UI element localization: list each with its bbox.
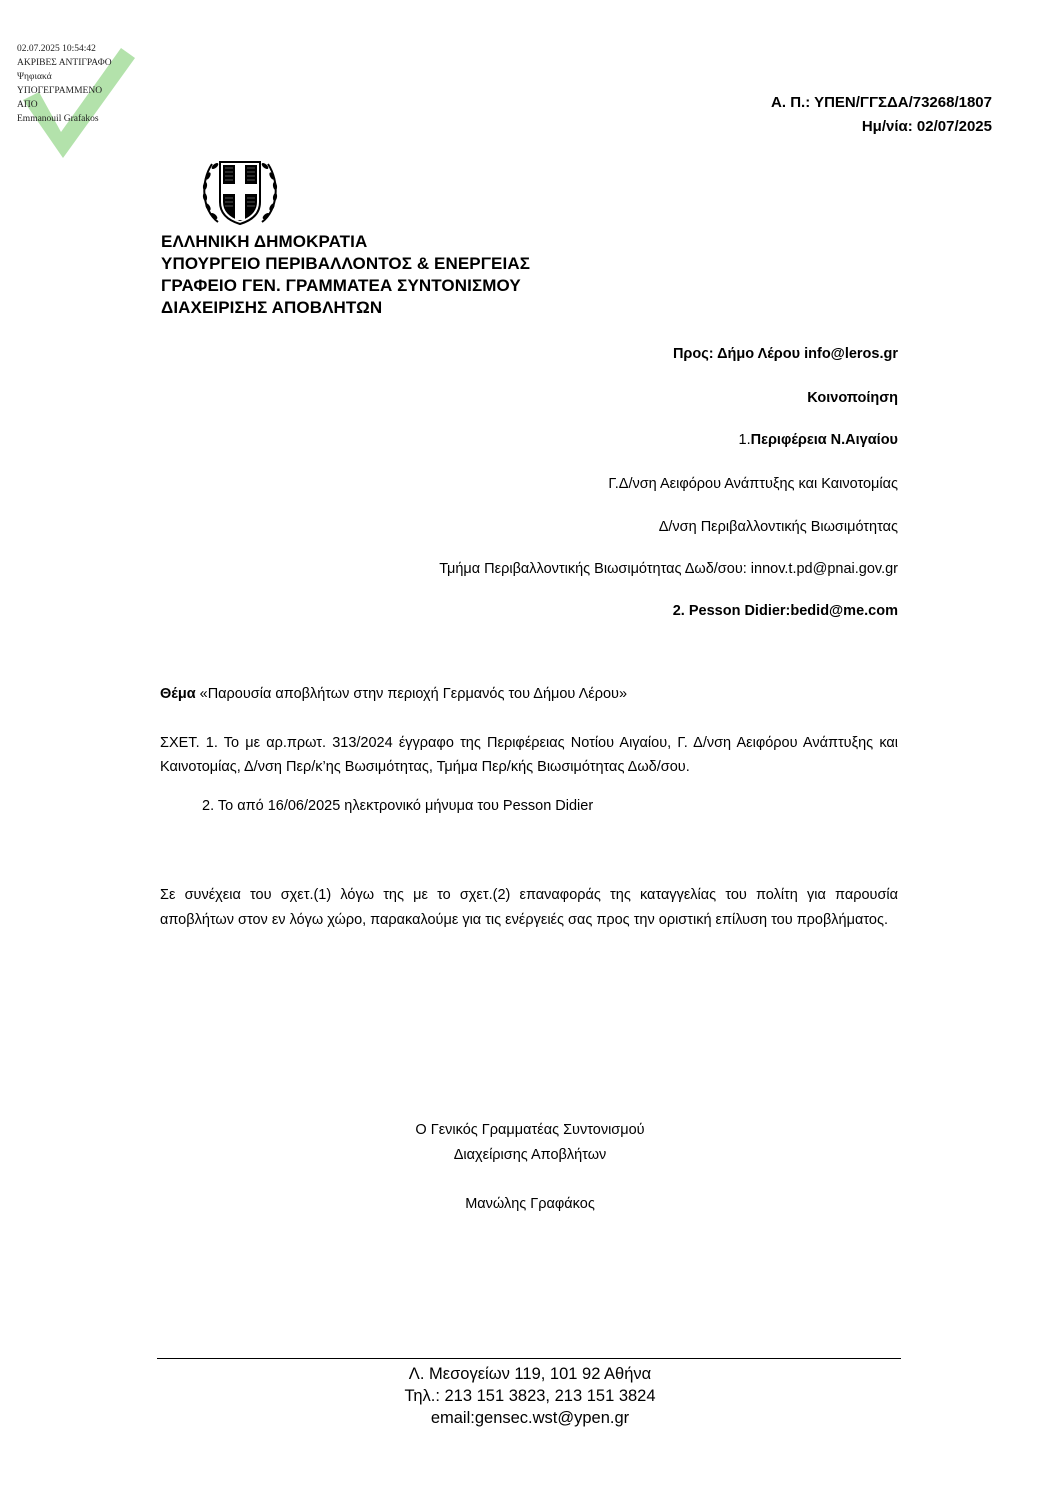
- cc-recipient-2: 2. Pesson Didier:bedid@me.com: [672, 603, 898, 619]
- stamp-line: 02.07.2025 10:54:42: [17, 44, 96, 54]
- footer-address: Λ. Μεσογείων 119, 101 92 Αθήνα: [408, 1365, 652, 1383]
- greek-coat-of-arms-icon: [198, 152, 282, 230]
- cc1-line2: Γ.Δ/νση Αειφόρου Ανάπτυξης και Καινοτομίας: [608, 476, 898, 492]
- subject-line: [160, 686, 627, 702]
- body-paragraph: Σε συνέχεια του σχετ.(1) λόγω της με το σχετ.(2) επαναφοράς της καταγγελίας του πολίτη για παρουσία αποβλήτων στον εν λόγω χώρο, παρακαλούμε για τις ενέργειές σας προς την οριστική επίλυση του προβλήματος.: [160, 887, 898, 928]
- footer: [330, 1363, 730, 1429]
- org-line: ΕΛΛΗΝΙΚΗ ΔΗΜΟΚΡΑΤΙΑ: [161, 232, 368, 251]
- protocol-block: [771, 91, 992, 139]
- org-line: ΓΡΑΦΕΙΟ ΓΕΝ. ΓΡΑΜΜΑΤΕΑ ΣΥΝΤΟΝΙΣΜΟΥ: [161, 276, 521, 295]
- subject-text: «Παρουσία αποβλήτων στην περιοχή Γερμανός του Δήμου Λέρου»: [199, 686, 628, 702]
- cc-recipient-1: [739, 432, 899, 448]
- org-line: ΔΙΑΧΕΙΡΙΣΗΣ ΑΠΟΒΛΗΤΩΝ: [161, 298, 383, 317]
- reference-2: 2. Το από 16/06/2025 ηλεκτρονικό μήνυμα του Pesson Didier: [202, 798, 594, 814]
- stamp-line: Emmanouil Grafakos: [17, 114, 99, 124]
- protocol-date: Ημ/νία: 02/07/2025: [861, 118, 992, 135]
- cc1-name: Περιφέρεια Ν.Αιγαίου: [750, 432, 898, 448]
- stamp-line: ΑΚΡΙΒΕΣ ΑΝΤΙΓΡΑΦΟ: [17, 58, 112, 68]
- stamp-line: ΑΠΟ: [17, 100, 38, 110]
- cc-title: Κοινοποίηση: [807, 390, 898, 406]
- protocol-number: Α. Π.: ΥΠΕΝ/ΓΓΣΔΑ/73268/1807: [771, 94, 992, 111]
- cc1-line4: Τμήμα Περιβαλλοντικής Βιωσιμότητας Δωδ/σου: innov.t.pd@pnai.gov.gr: [439, 561, 898, 577]
- footer-email[interactable]: email:gensec.wst@ypen.gr: [430, 1409, 630, 1427]
- cc1-number: 1.: [738, 432, 751, 448]
- signature-title-1: Ο Γενικός Γραμματέας Συντονισμού: [415, 1122, 645, 1138]
- organization-header: [161, 231, 530, 319]
- signature-title-2: Διαχείρισης Αποβλήτων: [453, 1147, 607, 1163]
- subject-label: Θέμα: [160, 686, 196, 702]
- reference-1: ΣΧΕΤ. 1. Το με αρ.πρωτ. 313/2024 έγγραφο της Περιφέρειας Νοτίου Αιγαίου, Γ. Δ/νση Αειφόρου Ανάπτυξης και Καινοτομίας, Δ/νση Περ/κ’ης Βωσιμότητας, Τμήμα Περ/κής Βιωσιμότητας Δωδ/σου.: [160, 735, 898, 775]
- footer-phone: Τηλ.: 213 151 3823, 213 151 3824: [404, 1387, 656, 1405]
- stamp-line: Ψηφιακά: [17, 72, 52, 82]
- digital-signature-stamp: [17, 42, 137, 162]
- signature-block: [330, 1118, 730, 1217]
- cc1-line3: Δ/νση Περιβαλλοντικής Βιωσιμότητας: [658, 519, 898, 535]
- signature-name: Μανώλης Γραφάκος: [465, 1196, 595, 1212]
- org-line: ΥΠΟΥΡΓΕΙΟ ΠΕΡΙΒΑΛΛΟΝΤΟΣ & ΕΝΕΡΓΕΙΑΣ: [161, 254, 530, 273]
- footer-divider: [157, 1358, 901, 1359]
- recipient-to: Προς: Δήμο Λέρου info@leros.gr: [672, 346, 898, 362]
- stamp-line: ΥΠΟΓΕΓΡΑΜΜΕΝΟ: [17, 86, 103, 96]
